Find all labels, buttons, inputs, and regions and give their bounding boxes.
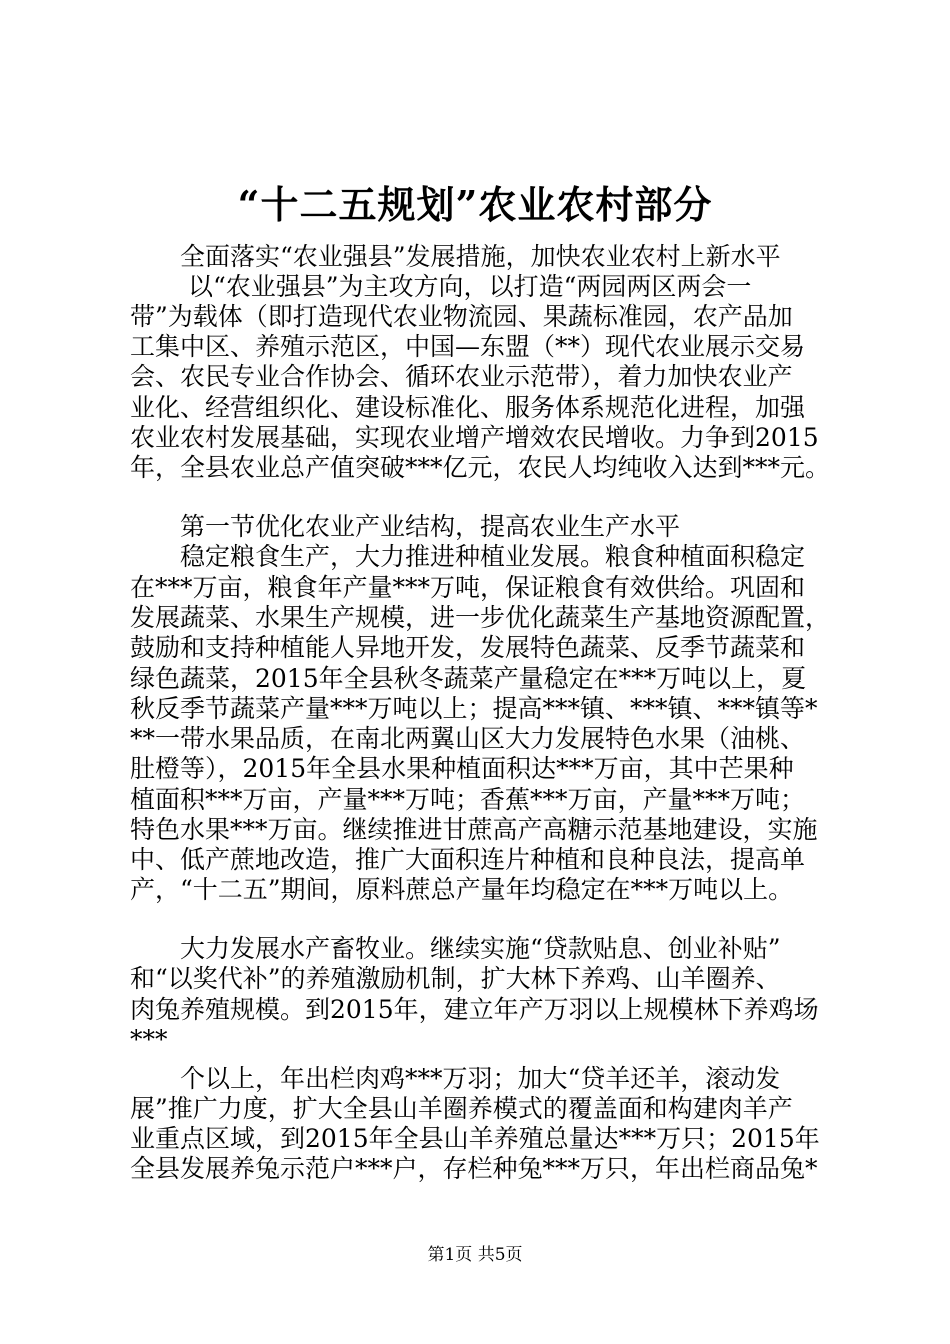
paragraph-line: 植面积***万亩，产量***万吨；香蕉***万亩，产量***万吨； [130,785,806,814]
section-heading: 第一节优化农业产业结构，提高农业生产水平 [180,512,681,541]
paragraph-line: 特色水果***万亩。继续推进甘蔗高产高糖示范基地建设，实施 [130,815,818,844]
paragraph-line: 中、低产蔗地改造，推广大面积连片种植和良种良法，提高单 [130,845,806,874]
paragraph-line: 稳定粮食生产，大力推进种植业发展。粮食种植面积稳定 [180,542,806,571]
paragraph-line: 鼓励和支持种植能人异地开发，发展特色蔬菜、反季节蔬菜和 [130,633,806,662]
paragraph-line: 产，“十二五”期间，原料蔗总产量年均稳定在***万吨以上。 [130,875,794,904]
paragraph-line: *** [130,1025,168,1054]
paragraph-line: 业重点区域，到2015年全县山羊养殖总量达***万只；2015年 [130,1124,820,1153]
paragraph-line: 全县发展养兔示范户***户，存栏种兔***万只，年出栏商品兔* [130,1154,818,1183]
document-title: “十二五规划”农业农村部分 [237,182,713,227]
paragraph-line: 全面落实“农业强县”发展措施，加快农业农村上新水平 [180,242,781,271]
paragraph-line: 发展蔬菜、水果生产规模，进一步优化蔬菜生产基地资源配置， [130,603,831,632]
paragraph-line: 工集中区、养殖示范区，中国—东盟（**）现代农业展示交易 [130,332,806,361]
paragraph-line: 肉兔养殖规模。到2015年，建立年产万羽以上规模林下养鸡场 [130,995,819,1024]
paragraph-line: 展”推广力度，扩大全县山羊圈养模式的覆盖面和构建肉羊产 [130,1094,793,1123]
paragraph-line: 农业农村发展基础，实现农业增产增效农民增收。力争到2015 [130,423,819,452]
paragraph-line: 肚橙等），2015年全县水果种植面积达***万亩，其中芒果种 [130,754,794,783]
paragraph-line: 会、农民专业合作协会、循环农业示范带），着力加快农业产 [130,362,793,391]
paragraph-line: 带”为载体（即打造现代农业物流园、果蔬标准园，农产品加 [130,302,793,331]
page-number-footer: 第1页 共5页 [427,1245,523,1265]
paragraph-line: 年，全县农业总产值突破***亿元，农民人均纯收入达到***元。 [130,453,831,482]
paragraph-line: **一带水果品质，在南北两翼山区大力发展特色水果（油桃、 [130,724,806,753]
paragraph-line: 以“农业强县”为主攻方向，以打造“两园两区两会一 [188,272,752,301]
paragraph-line: 个以上，年出栏肉鸡***万羽；加大“贷羊还羊，滚动发 [180,1064,781,1093]
paragraph-line: 秋反季节蔬菜产量***万吨以上；提高***镇、***镇、***镇等* [130,694,818,723]
paragraph-line: 和“以奖代补”的养殖激励机制，扩大林下养鸡、山羊圈养、 [130,964,781,993]
paragraph-line: 大力发展水产畜牧业。继续实施“贷款贴息、创业补贴” [180,934,781,963]
paragraph-line: 绿色蔬菜，2015年全县秋冬蔬菜产量稳定在***万吨以上，夏 [130,664,807,693]
paragraph-line: 业化、经营组织化、建设标准化、服务体系规范化进程，加强 [130,393,806,422]
paragraph-line: 在***万亩，粮食年产量***万吨，保证粮食有效供给。巩固和 [130,573,806,602]
